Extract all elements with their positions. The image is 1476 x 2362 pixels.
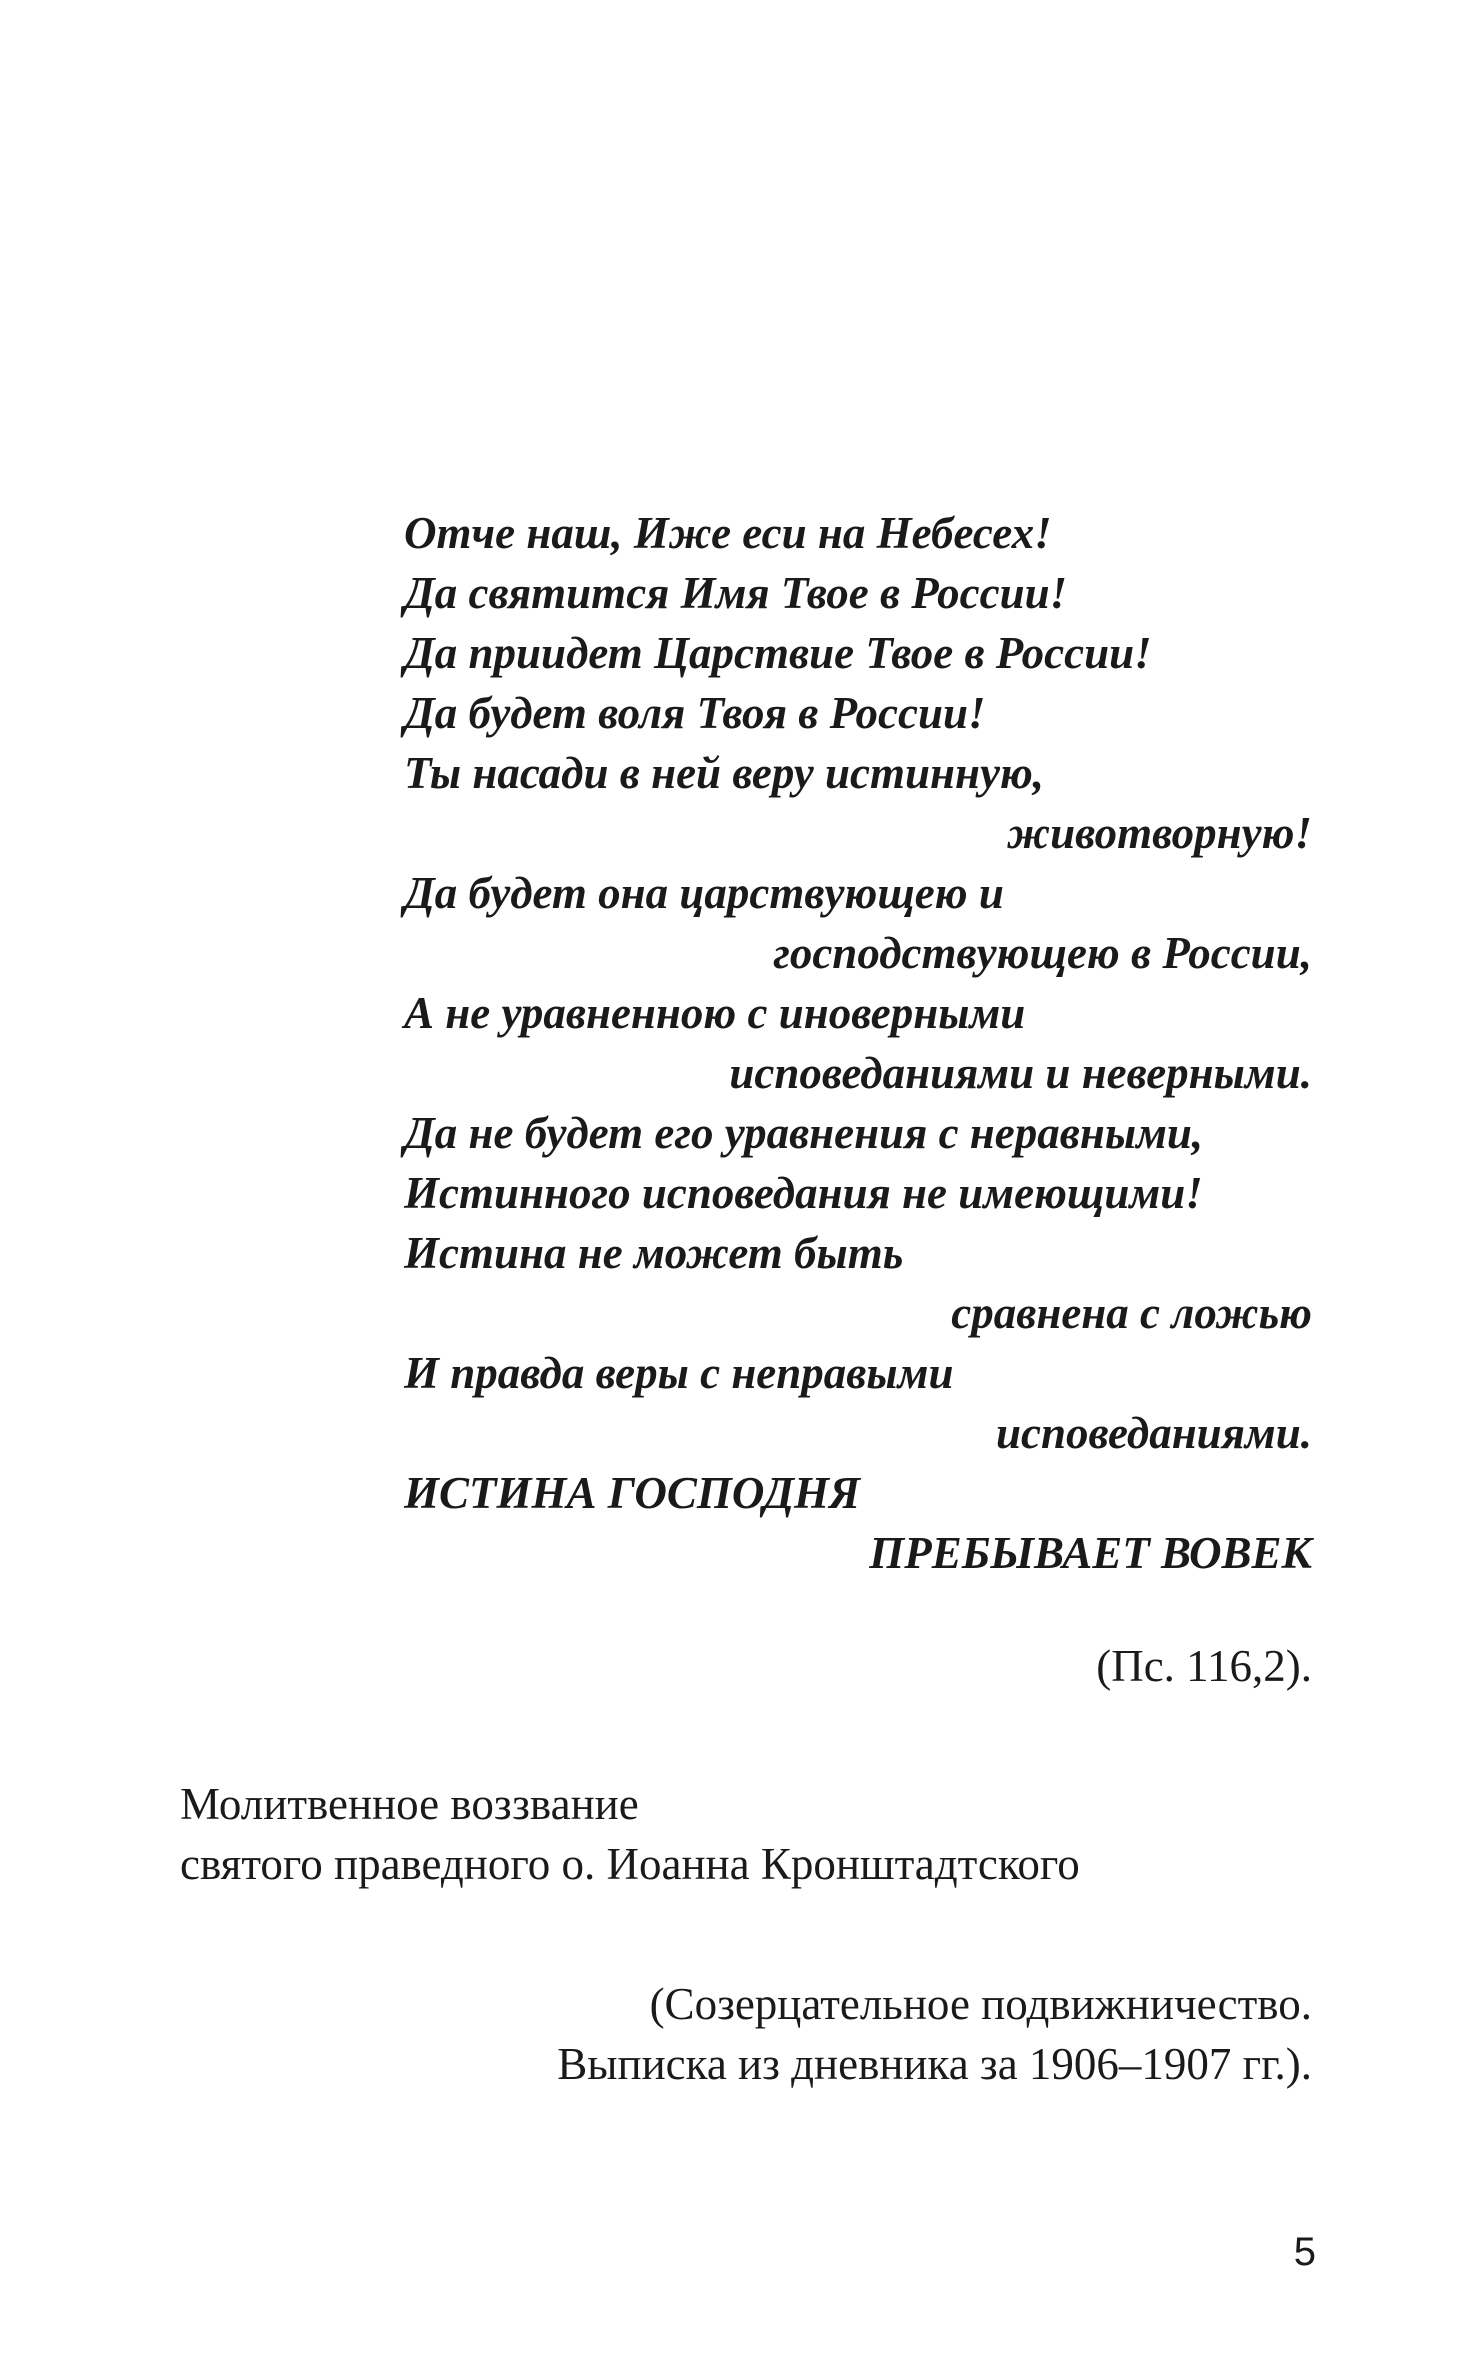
prayer-line: сравнена с ложью [951, 1288, 1312, 1338]
page-number: 5 [1293, 2230, 1316, 2274]
prayer-line: Да приидет Царствие Твое в России! [404, 628, 1152, 678]
prayer-line: исповеданиями. [995, 1408, 1312, 1458]
prayer-line: Истинного исповедания не имеющими! [404, 1168, 1203, 1218]
attribution-line-1: Молитвенное воззвание [180, 1779, 639, 1829]
prayer-line: Отче наш, Иже еси на Небесех! [404, 508, 1052, 558]
psalm-citation: (Пс. 116,2). [1096, 1641, 1312, 1691]
source-line-1: (Созерцательное подвижничество. [649, 1979, 1312, 2029]
source-line-2: Выписка из дневника за 1906–1907 гг.). [557, 2039, 1312, 2089]
prayer-line: Ты насади в ней веру истинную, [404, 748, 1045, 798]
prayer-line: господствующею в России, [773, 928, 1312, 978]
attribution-line-2: святого праведного о. Иоанна Кронштадтского [180, 1839, 1080, 1889]
prayer-line: Да будет она царствующею и [404, 868, 1004, 918]
prayer-line: А не уравненною с иноверными [404, 988, 1026, 1038]
prayer-line: Да святится Имя Твое в России! [404, 568, 1068, 618]
prayer-line: И правда веры с неправыми [404, 1348, 954, 1398]
prayer-line: Да не будет его уравнения с неравными, [404, 1108, 1204, 1158]
prayer-line: животворную! [1007, 808, 1312, 858]
prayer-line: Да будет воля Твоя в России! [404, 688, 986, 738]
prayer-line: исповеданиями и неверными. [729, 1048, 1312, 1098]
prayer-line: Истина не может быть [404, 1228, 904, 1278]
prayer-line: ИСТИНА ГОСПОДНЯ [404, 1468, 860, 1518]
prayer-line: ПРЕБЫВАЕТ ВОВЕК [869, 1528, 1312, 1578]
